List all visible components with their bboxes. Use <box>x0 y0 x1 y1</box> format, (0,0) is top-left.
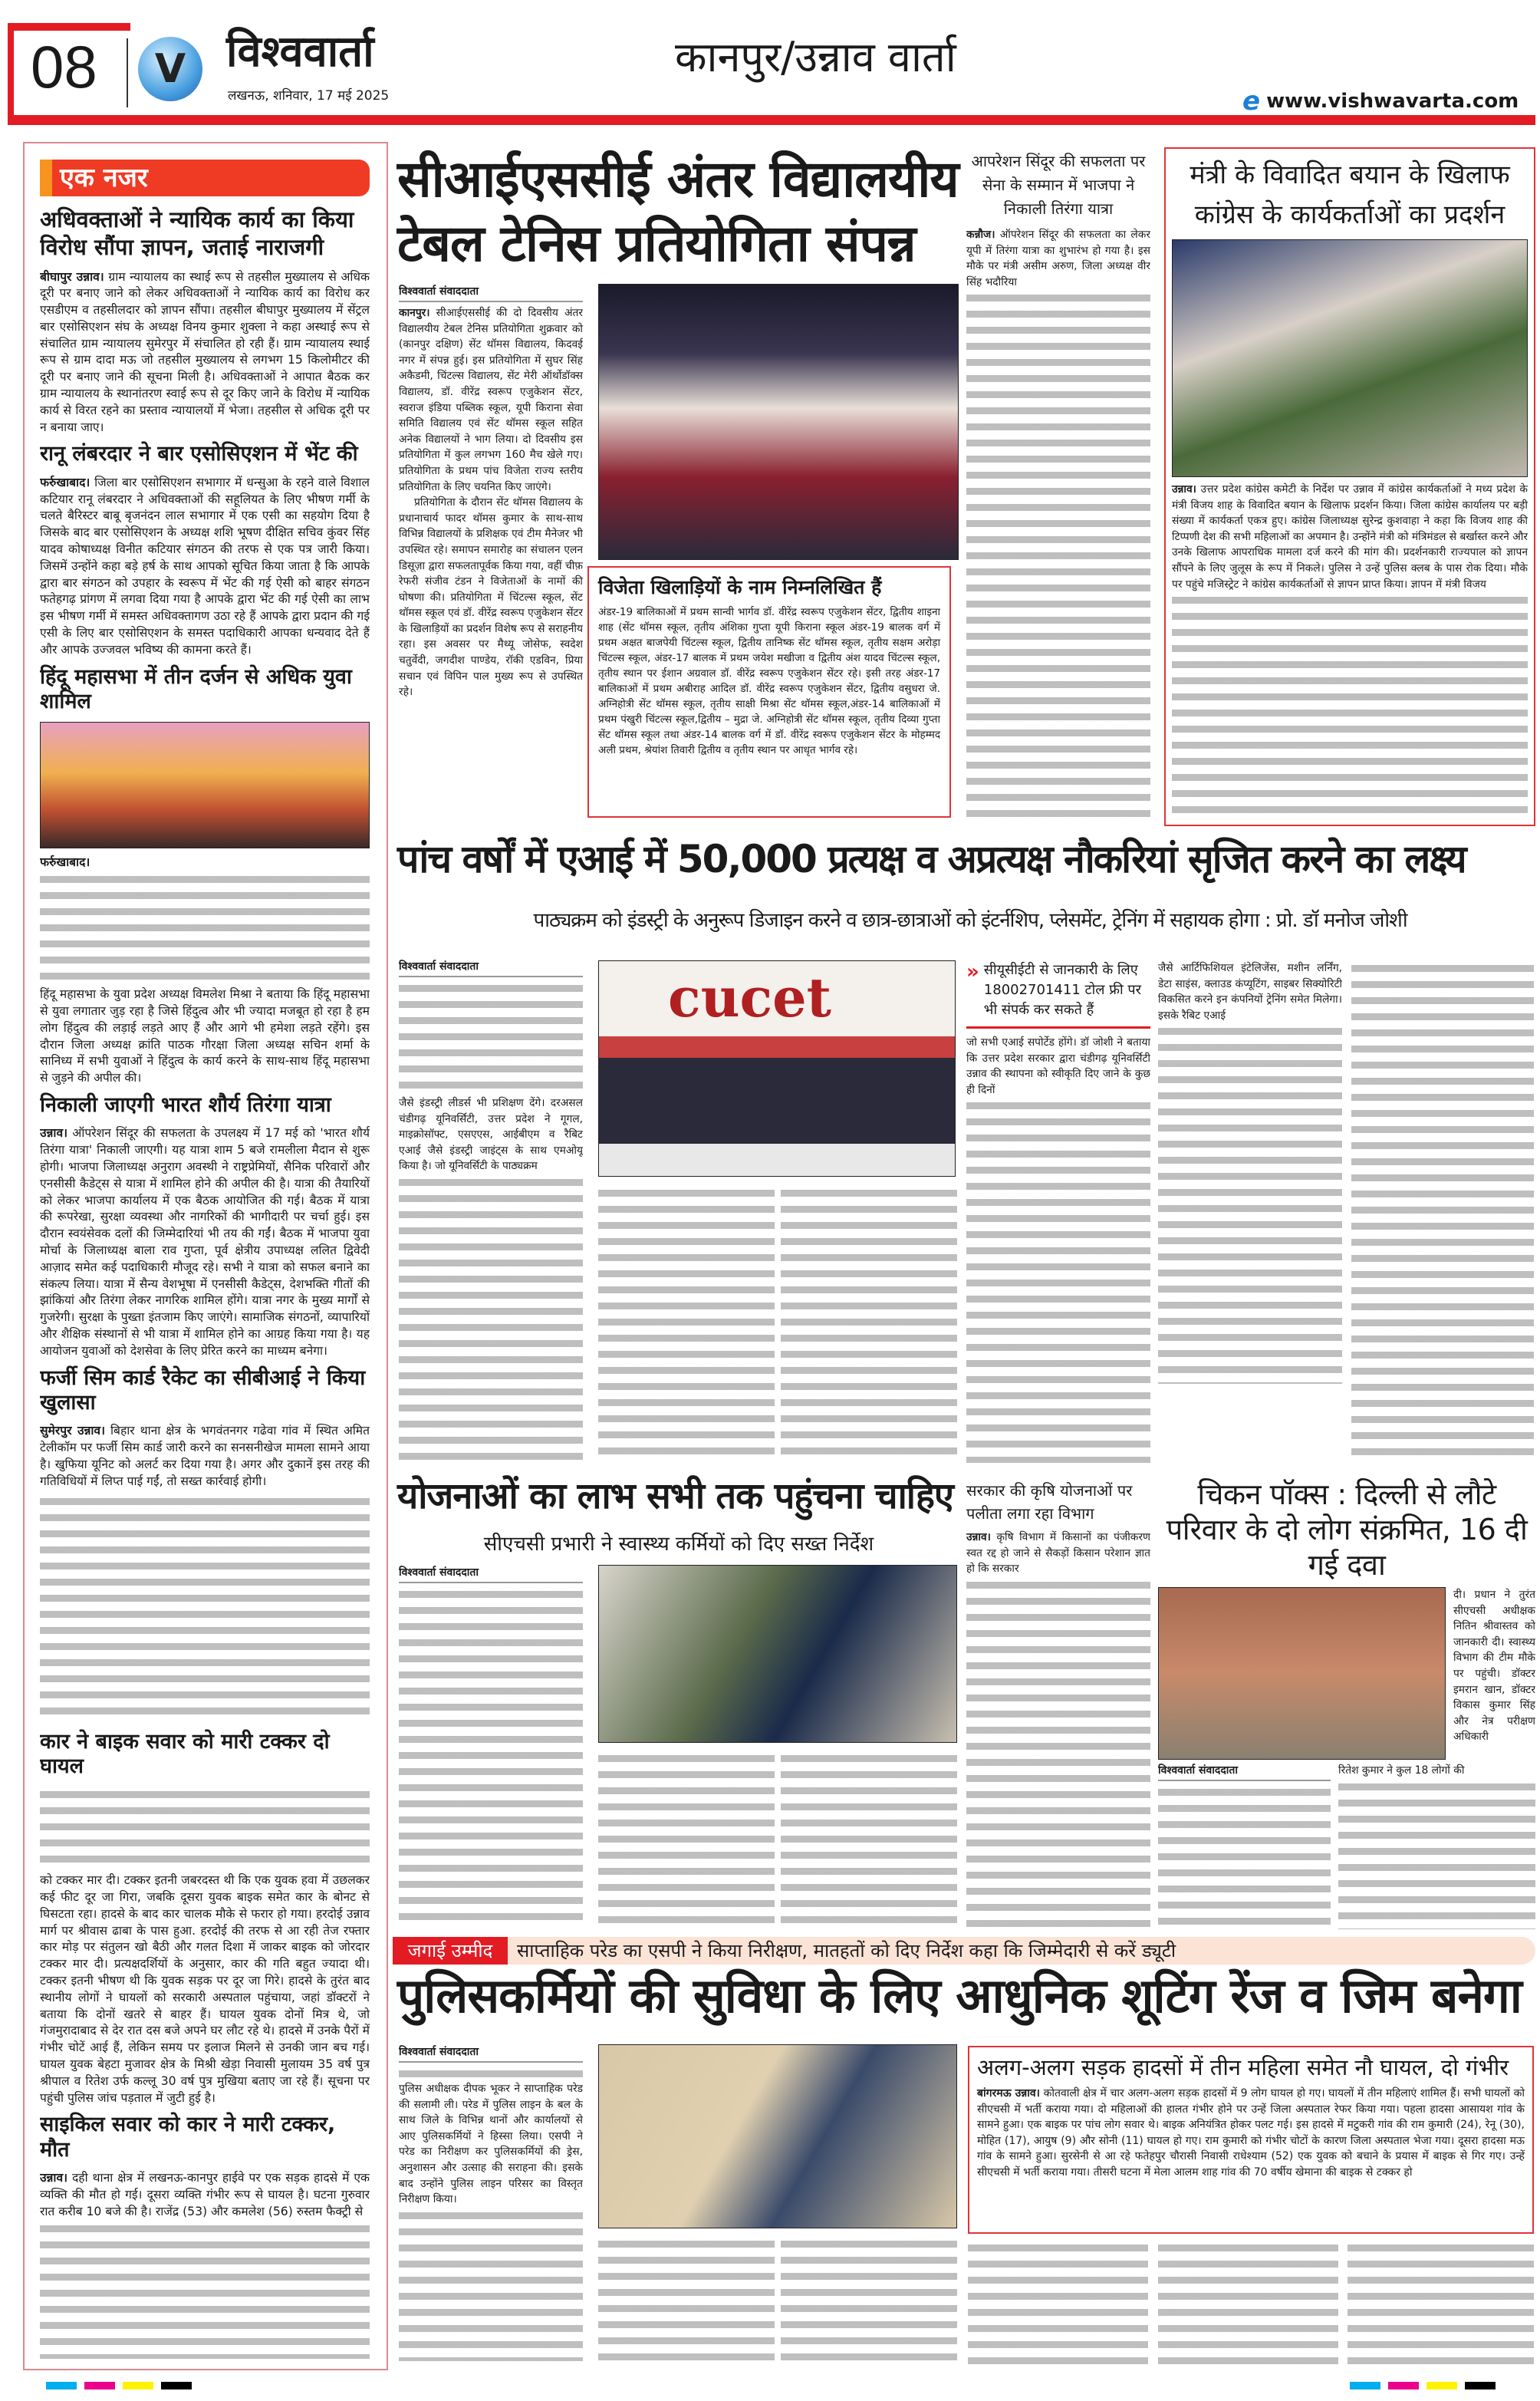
dateline-place: कन्नौज। <box>966 229 995 241</box>
text-block <box>966 1098 1150 1463</box>
ai-column-1 <box>399 959 583 1461</box>
text-block <box>1348 2240 1534 2366</box>
article-text: उत्तर प्रदेश कांग्रेस कमेटी के निर्देश पर उन्नाव में कांग्रेस कार्यकर्ताओं ने मध्य प्रदेश के मंत्री विजय शाह के विवादित बयान के खिलाफ प्रदर्शन किया। जिला कांग्रेस कार्यालय पर बड़ी संख्या में कार्यकर्ता एकत्र हुए। कांग्रेस जिलाध्यक्ष सुरेन्द्र कुशवाहा ने कहा कि विजय शाह की टिप्पणी देश की सभी महिलाओं का अपमान है। उन्होंने मंत्री को मंत्रिमंडल से बर्खास्त करने और उनके खिलाफ आपराधिक मामला दर्ज करने की मांग की। प्रदर्शनकारी राज्यपाल को ज्ञापन सौंपने के लिए जुलूस के रूप में निकले। पुलिस ने उन्हें पुलिस क्लब के पास रोक दिया। मौके पर पहुंचे मजिस्ट्रेट ने कांग्रेस कार्यकर्ताओं से ज्ञापन प्राप्त किया। ज्ञापन में मंत्री विजय <box>1172 483 1528 591</box>
headline-ai-jobs: पांच वर्षों में एआई में 50,000 प्रत्यक्ष व अप्रत्यक्ष नौकरियां सृजित करने का लक्ष्य <box>397 837 1466 881</box>
tollfree-callout <box>966 960 1150 1029</box>
winners-headline: विजेता खिलाड़ियों के नाम निम्नलिखित हैं <box>598 576 882 598</box>
article-body <box>40 1423 370 1490</box>
congress-box <box>1164 147 1535 826</box>
article-body <box>966 1530 1150 1577</box>
strap-tag: जगाई उम्मीद <box>393 1937 508 1965</box>
divider <box>127 38 128 107</box>
text-block <box>1351 960 1534 1459</box>
article-body <box>966 227 1150 290</box>
text-block <box>781 1751 957 1923</box>
double-chevron-icon: » <box>966 960 979 983</box>
article-headline: मंत्री के विवादित बयान के खिलाफ कांग्रेस के कार्यकर्ताओं का प्रदर्शन <box>1190 160 1510 230</box>
website-url[interactable]: www.vishwavarta.com <box>1266 90 1519 113</box>
text-block <box>399 2208 583 2361</box>
article-headline: हिंदू महासभा में तीन दर्जन से अधिक युवा शामिल <box>40 664 352 714</box>
article-text: जिला बार एसोसिएशन सभागार में धन्सुआ के रहने वाले विशाल कटियार रानू लंबरदार ने अधिवक्ताओं की सहूलियत के लिए भीषण गर्मी के चलते बैरिस्टर बाबू बृजनंदन लाल सभागार में एक एसी का सहयोग दिया है जिसके बाद बार एसोसिएशन के अध्यक्ष शशि भूषण दीक्षित सचिव कुंवर सिंह यादव कोषाध्यक्ष विनीत कटियार संगठन की तरफ से एक पत्र जारी किया। जिसमें उन्होंने कहा बड़े हर्ष के साथ आपको सूचित किया जाता है कि आपके द्वारा बार संगठन को उपहार के स्वरूप में भेंट की गई ऐसी को बाहर संगठन फतेहगढ़ प्रांगण में लगवा दिया गया है आपके द्वारा भेंट की गई ऐसी का लाभ इस भीषण गर्मी में समस्त अधिवक्तागण उठा रहे हैं आपके द्वारा प्रदान की गई एसी के लिए बार एसोसिएशन के समस्त पदाधिकारी आपका धन्यवाद देते हैं और आपके उज्जवल भविष्य की कामना करते हैं। <box>40 475 370 657</box>
sindoor-column <box>966 150 1150 825</box>
article-body: जैसे इंडस्ट्री लीडर्स भी प्रशिक्षण देंगे। दरअसल चंडीगढ़ यूनिवर्सिटी, उत्तर प्रदेश ने गूगल, माइक्रोसॉफ्ट, एसएएस, आईबीएम व रैबिट एआई जैसे इंडस्ट्री जाइंट्स के साथ एमओयू किया है। जो यूनिवर्सिटी के पाठ्यक्रम <box>399 1097 583 1173</box>
headline-yojana: योजनाओं का लाभ सभी तक पहुंचना चाहिए <box>397 1475 953 1517</box>
logo-icon <box>138 37 202 101</box>
article-headline: अधिवक्ताओं ने न्यायिक कार्य का किया विरोध सौंपा ज्ञापन, जताई नाराजगी <box>40 206 354 261</box>
dateline-place: बीघापुर उन्नाव। <box>40 269 104 284</box>
text-block <box>781 1185 957 1461</box>
article-headline: साइकिल सवार को कार ने मारी टक्कर, मौत <box>40 2113 336 2162</box>
article-body: रितेश कुमार ने कुल 18 लोगों की <box>1338 1764 1465 1777</box>
photo-police-inspection <box>598 2044 957 2228</box>
text-block <box>966 1577 1150 1928</box>
text-block <box>1172 592 1528 822</box>
registration-mark <box>84 2382 115 2389</box>
chicken-text-row <box>1158 1763 1535 1929</box>
winners-box <box>587 566 951 818</box>
jagai-umeed-strap <box>393 1937 1535 1965</box>
dateline-place: सुमेरपुर उन्नाव। <box>40 1424 105 1438</box>
article-body: को टक्कर मार दी। टक्कर इतनी जबरदस्त थी कि एक युवक हवा में उछलकर कई फीट दूर जा गिरा, जबकि दूसरा युवक बाइक समेत कार के बोनट से घिसटता रहा। हादसे के बाद कार चालक मौके से फरार हो गया। हरदोई उन्नाव मार्ग पर श्रीवास ढाबा के पास हुआ. हरदोई की तरफ से आ रही तेज रफ्तार कार मोड़ पर संतुलन खो बैठी और गलत दिशा में जाकर बाइक को जोरदार टक्कर मार दी। प्रत्यक्षदर्शियों के अनुसार, कार की गति बहुत ज्यादा थी। टक्कर इतनी भीषण थी कि युवक सड़क पर दूर जा गिरे। हादसे के तुरंत बाद स्थानीय लोगों ने घायलों को सरकारी अस्पताल पहुंचाया, जहां डॉक्टरों ने बताया कि दोनों खतरे से बाहर हैं। घायल युवक दोनों मित्र थे, जो गंजमुरादाबाद से देर रात दस बजे अपने घर लौट रहे थे। हादसे में उनके पैरों में गंभीर चोटें आई हैं, लेकिन समय पर इलाज मिलने से उनकी जान बच गई। घायल युवक बेहटा मुजावर क्षेत्र के मिश्री खेड़ा निवासी मुलायम 35 वर्ष पुत्र श्रीपाल व रितेश उर्फ कल्लू 30 वर्ष पुत्र मुखिया बताए जा रहे हैं। सूचना पर पहुंची पुलिस जांच पड़ताल में जुटी हुई है। <box>40 1873 370 2105</box>
text-block <box>40 871 370 986</box>
ai-column-3 <box>966 960 1150 1463</box>
chicken-pox-story <box>1158 1477 1535 1929</box>
browser-icon: e <box>1242 86 1261 117</box>
article-text: दही थाना क्षेत्र में लखनऊ-कानपुर हाईवे पर एक सड़क हादसे में एक व्यक्ति की मौत हो गई। दूसरा व्यक्ति गंभीर रूप से घायल है। घटना गुरुवार रात करीब 10 बजे की है। राजेंद्र (53) और कमलेश (56) रुस्तम फैक्ट्री से <box>40 2171 370 2218</box>
winners-list: अंडर-19 बालिकाओं में प्रथम सान्वी भार्गव डॉ. वीरेंद्र स्वरूप एजुकेशन सेंटर, द्वितीय शाइना शाह (सेंट थॉमस स्कूल, तृतीय अंशिका गुप्ता यूपी किराना स्कूल अंडर-19 बालक वर्ग में प्रथम अक्षत बाजपेयी चिंटल्स स्कूल, द्वितीय तानिष्क सेंट थॉमस स्कूल, तृतीय सक्षम अरोड़ा चिंटल्स स्कूल, अंडर-17 बालक में प्रथम जयेश मखीजा व द्वितीय अंश यादव चिंटल्स स्कूल, तृतीय स्थान पर ईशान अग्रवाल डॉ. वीरेंद्र स्वरूप एजुकेशन सेंटर रहे। इसी तरह अंडर-17 बालिकाओं में प्रथम अबीराह आदिल डॉ. वीरेंद्र स्वरूप एजुकेशन सेंटर, द्वितीय वसुधरा जे. अग्निहोत्री सेंट थॉमस स्कूल, तृतीय साक्षी मिश्रा सेंट थॉमस स्कूल,अंडर-14 बालिकाओं में प्रथम पंखुरी चिंटल्स स्कूल,द्वितीय – मुद्रा जे. अग्निहोत्री सेंट थॉमस स्कूल, तृतीय दिव्या गुप्ता सेंट थॉमस स्कूल तथा अंडर-14 बालक वर्ग में डॉ. वीरेंद्र स्वरूप एजुकेशन सेंटर के मोहम्मद अली प्रथम, श्रेयांश तिवारी द्वितीय व तृतीय स्थान पर आधृत भार्गव रहे। <box>598 606 940 756</box>
text-block <box>399 1586 583 1924</box>
article-body <box>40 269 370 436</box>
article-body <box>40 475 370 659</box>
article-headline: रानू लंबरदार ने बार एसोसिएशन में भेंट की <box>40 442 358 466</box>
section-title: कानपुर/उन्नाव वार्ता <box>675 33 956 81</box>
krishi-column <box>966 1479 1150 1928</box>
ai-column-4 <box>1158 960 1342 1463</box>
article-body: पुलिस अधीक्षक दीपक भूकर ने साप्ताहिक परेड की सलामी ली। परेड में पुलिस लाइन के बल के साथ जिले के विभिन्न थानों और कार्यालयों से आए पुलिसकर्मियों ने हिस्सा लिया। एसपी ने परेड का निरीक्षण कर पुलिसकर्मियों की ड्रेस, अनुशासन और उत्साह की सराहना की। इसके बाद उन्होंने पुलिस लाइन परिसर का विस्तृत निरीक्षण किया। <box>399 2083 583 2206</box>
byline <box>1158 1763 1331 1929</box>
logo-letter: V <box>154 46 186 92</box>
photo-cucet-event <box>598 960 956 1177</box>
accidents-box <box>968 2046 1534 2234</box>
article-body <box>40 2170 370 2220</box>
byline: विश्ववार्ता संवाददाता <box>399 284 583 302</box>
dateline-place: कानपुर। <box>399 307 430 319</box>
registration-mark <box>1426 2382 1457 2389</box>
photo-chc-meeting <box>598 1565 957 1743</box>
article-text: ग्राम न्यायालय का स्थाई रूप से तहसील मुख्यालय से अधिक दूरी पर बनाए जाने को लेकर अधिवक्ताओं ने न्यायिक कार्य का विरोध कर एसडीएम व तहसीलदार को ज्ञापन सौंपा। तहसील बीघापुर मुख्यालय में सेंट्रल बार एसोसिएशन संघ के अध्यक्ष विनय कुमार शुक्ला ने कहा अस्थाई रूप से संचालित ग्राम न्यायालय सुमेरपुर में संचालित हो रही हैं। ग्राम न्यायालय स्थाई रूप से ग्राम दादा मऊ जो तहसील मुख्यालय से लगभग 15 किलोमीटर की दूरी पर बनाए जाने की सूचना मिली है। अधिवक्ताओं ने आपात बैठक कर ग्राम न्यायालय के स्थानांतरण स्वाई रूप से दूर किए जाने के विरोध में न्यायिक कार्य से विरत रहने का प्रस्ताव न्यायालयों में भेजा। तहसील से अधिक दूरी पर न बनाया जाए। <box>40 269 370 434</box>
photo-hindu-mahasabha <box>40 722 370 848</box>
article-text: हिंदू महासभा के युवा प्रदेश अध्यक्ष विमलेश मिश्रा ने बताया कि हिंदू महासभा से युवा लगातार जुड़ रहा है जिसे हिंदुत्व और भी ज्यादा मजबूत हो रहा है हम लोग हिंदुत्व की लड़ाई लड़ते आए हैं और आगे भी हमेशा लड़ते रहेंगे। इस दौरान जिला अध्यक्ष क्रांति पाठक गौरक्षा जिला अध्यक्ष सचिन शर्मा के सानिध्य में सभी युवाओं ने हिंदुत्व के कार्य करने के साथ-साथ हिंदू महासभा से जुड़ने की अपील की। <box>40 987 370 1085</box>
dateline-place: उन्नाव। <box>40 2171 68 2185</box>
text-block <box>1158 2240 1338 2366</box>
chicken-column-2 <box>1338 1763 1535 1929</box>
subheadline-ai: पाठ्यक्रम को इंडस्ट्री के अनुरूप डिजाइन करने व छात्र-छात्राओं को इंटर्नशिप, प्लेसमेंट, ट्रेनिंग में सहायक होगा : प्रो. डॉ मनोज जोशी <box>533 909 1407 932</box>
ek-nazar-column <box>40 201 370 2364</box>
strap-text: साप्ताहिक परेड का एसपी ने किया निरीक्षण, मातहतों को दिए निर्देश कहा कि जिम्मेदारी से करें ड्यूटी <box>517 1940 1176 1961</box>
article-text: सीआईएससीई की दो दिवसीय अंतर विद्यालयीय टेबल टेनिस प्रतियोगिता शुक्रवार को (कानपुर दक्षिण) सेंट थॉमस विद्यालय, किदवई नगर में संपन्न हुई। इस प्रतियोगिता में सुघर सिंह अकैडमी, चिंटल्स विद्यालय, सेंट मेरी ऑर्थोडॉक्स विद्यालय, डॉ. वीरेंद्र स्वरूप एजुकेशन सेंटर, स्वराज इंडिया पब्लिक स्कूल, यूपी किराना सेवा समिति विद्यालय एवं सेंट थॉमस स्कूल सहित अनेक विद्यालयों ने भाग लिया। दो दिवसीय इस प्रतियोगिता में कुल लगभग 160 मैच खेले गए। प्रतियोगिता के प्रथम पांच विजेता राज्य स्तरीय प्रतियोगिता के लिए चयनित किए जाएंगे। <box>399 307 583 493</box>
registration-mark <box>46 2382 77 2389</box>
photo-table-tennis <box>598 284 959 560</box>
byline: विश्ववार्ता संवाददाता <box>399 1565 583 1583</box>
article-headline: अलग-अलग सड़क हादसों में तीन महिला समेत नौ घायल, दो गंभीर <box>977 2054 1509 2080</box>
article-body: प्रतियोगिता के दौरान सेंट थॉमस विद्यालय के प्रधानाचार्य फादर थॉमस कुमार के साथ-साथ विभिन्न विद्यालयों के प्रशिक्षक एवं टीम मैनेजर भी उपस्थित रहे। समापन समारोह का संचालन एलन डिसूज़ा द्वारा सफलतापूर्वक किया गया, वहीं चीफ़ रेफरी संजीव टंडन ने विजेताओं के नामों की घोषणा की। प्रतियोगिता में चिंटल्स स्कूल, सेंट थॉमस स्कूल एवं डॉ. वीरेंद्र स्वरूप एजुकेशन सेंटर के खिलाड़ियों का प्रदर्शन विशेष रूप से सराहनीय रहा। इस अवसर पर मैथ्यू जोसेफ, स्वदेश चतुर्वेदी, जगदीश पाण्डेय, रॉकी एडविन, प्रिया सचान एवं विपिन पाल मुख्य रूप से उपस्थित रहे। <box>399 496 583 699</box>
article-body <box>40 855 370 1087</box>
headline-police: पुलिसकर्मियों की सुविधा के लिए आधुनिक शूटिंग रेंज व जिम बनेगा <box>397 1968 1522 2024</box>
byline-text: विश्ववार्ता संवाददाता <box>1158 1763 1331 1781</box>
page-number: 08 <box>31 33 97 100</box>
text-block <box>598 1185 775 1461</box>
article-text: बिहार थाना क्षेत्र के भगवंतनगर गढेवा गांव में स्थित अमित टेलीकॉम पर फर्जी सिम कार्ड जारी करने का सनसनीखेज मामला सामने आया है। खुफिया यूनिट को अलर्ट कर दिया गया है। अगर और दुकानें इस तरह की गतिविधियों में लिप्त पाई गईं, तो सख्त कार्रवाई होगी। <box>40 1424 370 1488</box>
byline: विश्ववार्ता संवाददाता <box>399 2044 583 2063</box>
photo-congress-protest <box>1172 239 1528 477</box>
dateline-place: उन्नाव। <box>1172 483 1196 496</box>
article-body <box>1172 482 1528 592</box>
registration-mark <box>161 2382 192 2389</box>
subheadline-yojana: सीएचसी प्रभारी ने स्वास्थ्य कर्मियों को दिए सख्त निर्देश <box>483 1533 874 1556</box>
text-block <box>1158 1023 1342 1384</box>
article-text: कोतवाली क्षेत्र में चार अलग-अलग सड़क हादसों में 9 लोग घायल हो गए। घायलों में तीन महिलाएं शामिल हैं। सभी घायलों को सीएचसी में भर्ती कराया गया। दो महिलाओं की हालत गंभीर होने पर उन्हें जिला अस्पताल रेफर किया गया। पहला हादसा आसायश गांव के सामने हुआ। एक बाइक पर पांच लोग सवार थे। बाइक अनियंत्रित होकर पलट गई। इस हादसे में मटुकरी गांव की राम कुमारी (24), रेनू (30), मोहित (17), आयुष (9) और सोनी (11) घायल हो गए। राम कुमारी को गंभीर चोटों के कारण जिला अस्पताल भेजा गया। दूसरा हादसा मऊ गांव के सामने हुआ। सुरसेनी से आ रहे फतेहपुर चौरासी निवासी राधेश्याम (52) एक युवक को बचाने के प्रयास में बाइक से गिर गए। उन्हें सीएचसी में भर्ती कराया गया। तीसरी घटना में मेला आलम शाह गांव की 70 वर्षीय खेमाना की बाइक से टक्कर हो <box>977 2087 1525 2179</box>
article-body: दी। प्रधान ने तुरंत सीएचसी अधीक्षक नितिन श्रीवास्तव को जानकारी दी। स्वास्थ्य विभाग की टीम मौके पर पहुंची। डॉक्टर इमरान खान, डॉक्टर विकास कुमार सिंह और नेत्र परीक्षण अधिकारी <box>1453 1589 1535 1744</box>
article-body: जैसे आर्टिफिशियल इंटेलिजेंस, मशीन लर्निंग, डेटा साइंस, क्लाउड कंप्यूटिंग, साइबर सिक्योरिटी विकसित करने इन कंपनियों ट्रेनिंग समेत मिलेगा। इसके रैबिट एआई <box>1158 962 1342 1022</box>
tt-column <box>399 284 583 828</box>
article-body <box>977 2086 1525 2181</box>
ek-nazar-banner: एक नजर <box>40 160 370 196</box>
text-block <box>40 1494 370 1724</box>
chicken-photo-row <box>1158 1587 1535 1760</box>
masthead-title: विश्ववार्ता <box>226 27 374 77</box>
registration-mark <box>1465 2382 1496 2389</box>
article-headline: फर्जी सिम कार्ड रैकेट का सीबीआई ने किया खुलासा <box>40 1365 366 1415</box>
text-block <box>1338 1779 1535 1929</box>
callout-text: सीयूसीईटी से जानकारी के लिए 18002701411 टोल फ्री पर भी संपर्क कर सकते हैं <box>983 962 1141 1018</box>
article-body <box>399 305 583 495</box>
dateline-place: फर्रुखाबाद। <box>40 855 90 870</box>
article-text: ऑपरेशन सिंदूर की सफलता के उपलक्ष्य में 17 मई को 'भारत शौर्य तिरंगा यात्रा' निकाली जाएगी। यह यात्रा शाम 5 बजे रामलीला मैदान से शुरू होगी। भाजपा जिलाध्यक्ष अनुराग अवस्थी ने राष्ट्रप्रेमियों, सैनिक परिवारों और एनसीसी कैडेट्स से यात्रा में शामिल होने की अपील की है। यात्रा की तैयारियों को लेकर भाजपा कार्यालय में एक बैठक आयोजित की गई। बैठक में यात्रा की रूपरेखा, सुरक्षा व्यवस्था और नागरिकों की भागीदारी पर चर्चा हुई। इस दौरान स्वयंसेवक दलों की जिम्मेदारियां भी तय की गईं। बैठक में भाजपा युवा मोर्चा के जिलाध्यक्ष बाला राव गुप्ता, पूर्व क्षेत्रीय उपाध्यक्ष ललित द्विवेदी आज़ाद समेत कई पदाधिकारी मौजूद रहे। सभी ने यात्रा को सफल बनाने का संकल्प लिया। यात्रा में सैन्य वेशभूषा में एनसीसी कैडेट्स, देशभक्ति गीतों की झांकियां और तिरंगा लेकर नागरिक शामिल होंगे। यात्रा नगर के मुख्य मार्गों से गुजरेगी। सुरक्षा के पुख्ता इंतजाम किए जाएंगे। सामाजिक संगठनों, व्यापारियों और शैक्षिक संस्थानों से भी यात्रा में शामिल होने का आग्रह किया गया है। यह आयोजन युवाओं को देशसेवा के लिए प्रेरित करने का माध्यम बनेगा। <box>40 1126 370 1358</box>
header-rule <box>8 23 130 31</box>
headline-table-tennis: सीआईएससीई अंतर विद्यालयीय टेबल टेनिस प्रतियोगिता संपन्न <box>397 150 959 273</box>
text-block <box>1158 1784 1331 1929</box>
article-headline: सरकार की कृषि योजनाओं पर पलीता लगा रहा विभाग <box>966 1481 1133 1523</box>
photo-health-camp <box>1158 1587 1446 1760</box>
website-link[interactable] <box>1242 86 1519 117</box>
article-text: कृषि विभाग में किसानों का पंजीकरण स्वत रद्द हो जाने से सैकड़ों किसान परेशान ज्ञात हो कि सरकार <box>966 1531 1150 1576</box>
text-block <box>966 290 1150 825</box>
header-rule <box>8 23 14 123</box>
article-body: जो सभी एआई सपोर्टेड होंगे। डॉ जोशी ने बताया कि उत्तर प्रदेश सरकार द्वारा चंडीगढ़ यूनिवर्सिटी उन्नाव की स्थापना को स्वीकृति दिए जाने के कुछ ही दिनों <box>966 1036 1150 1096</box>
dateline-place: फर्रुखाबाद। <box>40 475 90 489</box>
text-block <box>40 1787 370 1871</box>
text-block <box>598 2236 775 2366</box>
article-headline: निकाली जाएगी भारत शौर्य तिरंगा यात्रा <box>40 1092 331 1117</box>
article-text: ऑपरेशन सिंदूर की सफलता का लेकर यूपी में तिरंगा यात्रा का शुभारंभ हो गया है। इस मौके पर मंत्री असीम अरुण, जिला अध्यक्ष वीर सिंह भदौरिया <box>966 229 1150 288</box>
registration-mark <box>1388 2382 1419 2389</box>
headline-chicken-pox: चिकन पॉक्स : दिल्ली से लौटे परिवार के दो लोग संक्रमित, 16 दी गई दवा <box>1166 1477 1528 1582</box>
dateline-place: उन्नाव। <box>40 1126 68 1141</box>
dateline-place: बांगरमऊ उन्नाव। <box>977 2087 1040 2100</box>
article-headline: आपरेशन सिंदूर की सफलता पर सेना के सम्मान में भाजपा ने निकाली तिरंगा यात्रा <box>971 152 1146 218</box>
dateline: लखनऊ, शनिवार, 17 मई 2025 <box>228 88 390 104</box>
registration-mark <box>1350 2382 1380 2389</box>
cucet-banner-text: cucet <box>668 966 832 1029</box>
text-block <box>399 980 583 1095</box>
yojana-column <box>399 1565 583 1925</box>
dateline-place: उन्नाव। <box>966 1531 991 1543</box>
text-block <box>399 1174 583 1461</box>
text-block <box>781 2236 957 2366</box>
article-headline: कार ने बाइक सवार को मारी टक्कर दो घायल <box>40 1729 330 1778</box>
registration-mark <box>123 2382 153 2389</box>
text-block <box>968 2240 1148 2366</box>
article-body <box>40 1125 370 1359</box>
police-column <box>399 2044 583 2366</box>
text-block <box>399 2066 583 2081</box>
byline: विश्ववार्ता संवाददाता <box>399 959 583 977</box>
text-block <box>598 1751 775 1923</box>
text-block <box>40 2221 370 2359</box>
